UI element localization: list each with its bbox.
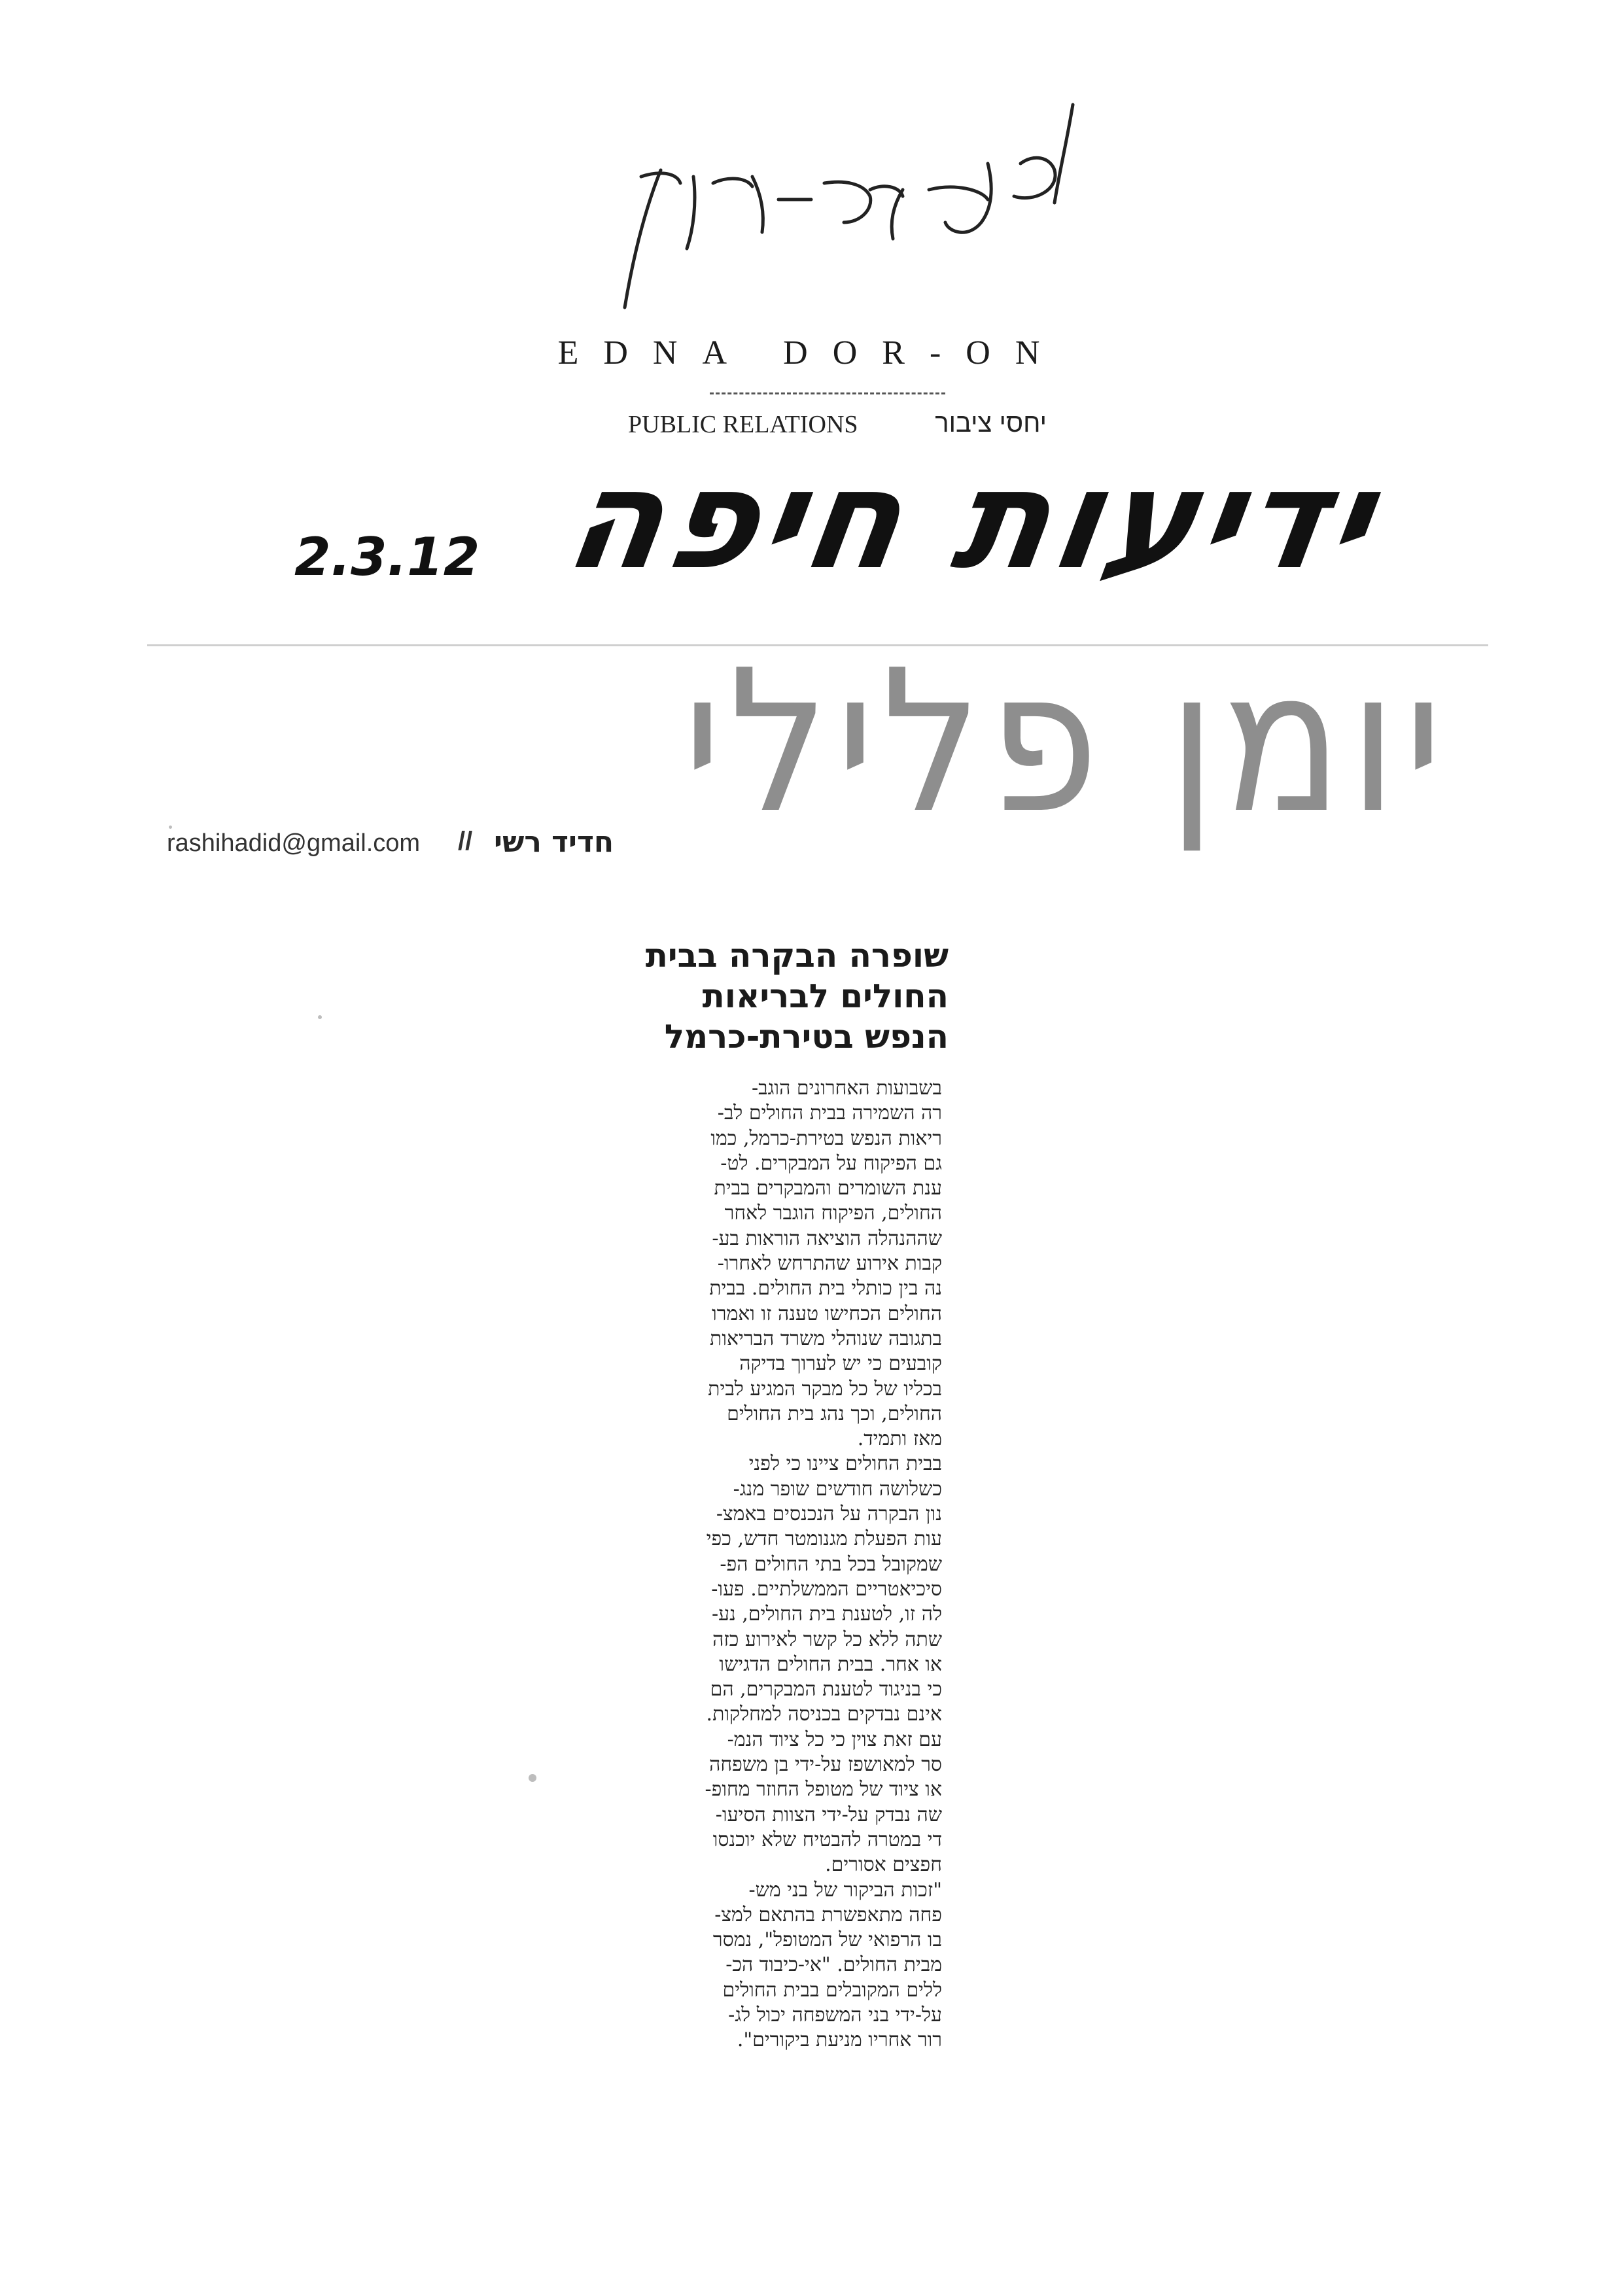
divider [710,392,945,394]
article-body [612,1076,942,2053]
subtitle-hebrew: יחסי ציבור [935,409,1047,438]
body-line: לה זו, לטענת בית החולים, נע- [711,1603,942,1626]
body-line: ענת השומרים והמבקרים בבית [714,1177,942,1200]
body-line: החולים, הפיקוח הוגבר לאחר [724,1202,942,1225]
issue-date: 2.3.12 [294,527,480,587]
body-line: סיכיאטריים הממשלתיים. פעו- [711,1577,942,1601]
body-line: "זכות הביקור של בני מש- [748,1878,942,1902]
body-line: מאז ותמיד. [857,1427,942,1451]
firm-name: EDNA DOR-ON [557,334,1065,372]
body-line: פחה מתאפשרת בהתאם למצ- [714,1903,942,1926]
body-line: שה נבדק על-ידי הצוות הסיעו- [715,1803,942,1826]
body-line: גם הפיקוח על המבקרים. לט- [720,1151,942,1175]
body-line: בבית החולים ציינו כי לפני [748,1452,942,1476]
headline-line: החולים לבריאות [702,977,949,1015]
body-line: או אחר. בבית החולים הדגישו [719,1652,942,1676]
body-line: בשבועות האחרונים הוגב- [751,1077,942,1100]
body-line: נון הבקרה על הנכנסים באמצ- [716,1503,942,1526]
body-line: עות הפעלת מגנומטר חדש, כפי [706,1527,942,1551]
body-line: חפצים אסורים. [825,1853,942,1877]
body-line: בו הרפואי של המטופל", נמסר [712,1928,942,1952]
column-title: יומן פלילי [682,628,1450,856]
body-line: אינם נבדקים בכניסה למחלקות. [706,1703,942,1726]
handwritten-signature [563,92,1112,327]
author-name: חדיד רשי [494,826,614,859]
body-line: סר למאושפז על-ידי בן משפחה [709,1753,942,1777]
body-line: ללים המקובלים בבית החולים [722,1978,942,2002]
author-email: rashihadid@gmail.com [167,829,421,857]
body-line: שתה ללא כל קשר לאירוע כזה [712,1627,942,1651]
body-line: כשלושה חודשים שופר מנג- [733,1477,942,1501]
scan-speck [318,1015,322,1019]
body-line: מבית החולים. "אי-כיבוד הכ- [725,1953,942,1977]
body-line: שההנהלה הוציאה הוראות בע- [712,1226,942,1250]
body-line: רה השמירה בבית החולים לב- [717,1102,942,1125]
scan-speck [529,1774,536,1782]
headline-line: הנפש בטירת-כרמל [664,1018,949,1056]
article-headline [612,935,949,1057]
body-line: בתגובה שנוהלי משרד הבריאות [710,1327,942,1350]
body-line: רור אחריו מניעת ביקורים". [737,2028,942,2052]
body-line: קבות אירוע שהתרחש לאחרו- [717,1252,942,1276]
body-line: על-ידי בני המשפחה יכול לג- [728,2003,942,2026]
body-line: כי בניגוד לטענת המבקרים, הם [710,1678,942,1701]
body-line: שמקובל בכל בתי החולים הפ- [720,1552,942,1576]
headline-line: שופרה הבקרה בבית [645,937,949,975]
body-line: עם זאת צוין כי כל ציוד הנמ- [727,1728,942,1751]
body-line: נה בין כותלי בית החולים. בבית [709,1277,942,1300]
scan-speck [169,826,172,829]
byline [167,824,651,863]
body-line: ריאות הנפש בטירת-כרמל, כמו [710,1126,942,1150]
byline-separator: // [458,827,473,856]
body-line: החולים, וכך נהג בית החולים [727,1402,942,1425]
body-line: בכליו של כל מבקר המגיע לבית [708,1377,942,1400]
body-line: או ציוד של מטופל החוזר מחופ- [705,1778,942,1801]
subtitle-english: PUBLIC RELATIONS [628,411,858,438]
newspaper-name: ידיעות חיפה [555,440,1389,600]
body-line: קובעים כי יש לערוך בדיקה [739,1352,942,1376]
body-line: החולים הכחישו טענה זו ואמרו [712,1302,942,1325]
body-line: די במטרה להבטיח שלא יוכנסו [712,1828,942,1851]
